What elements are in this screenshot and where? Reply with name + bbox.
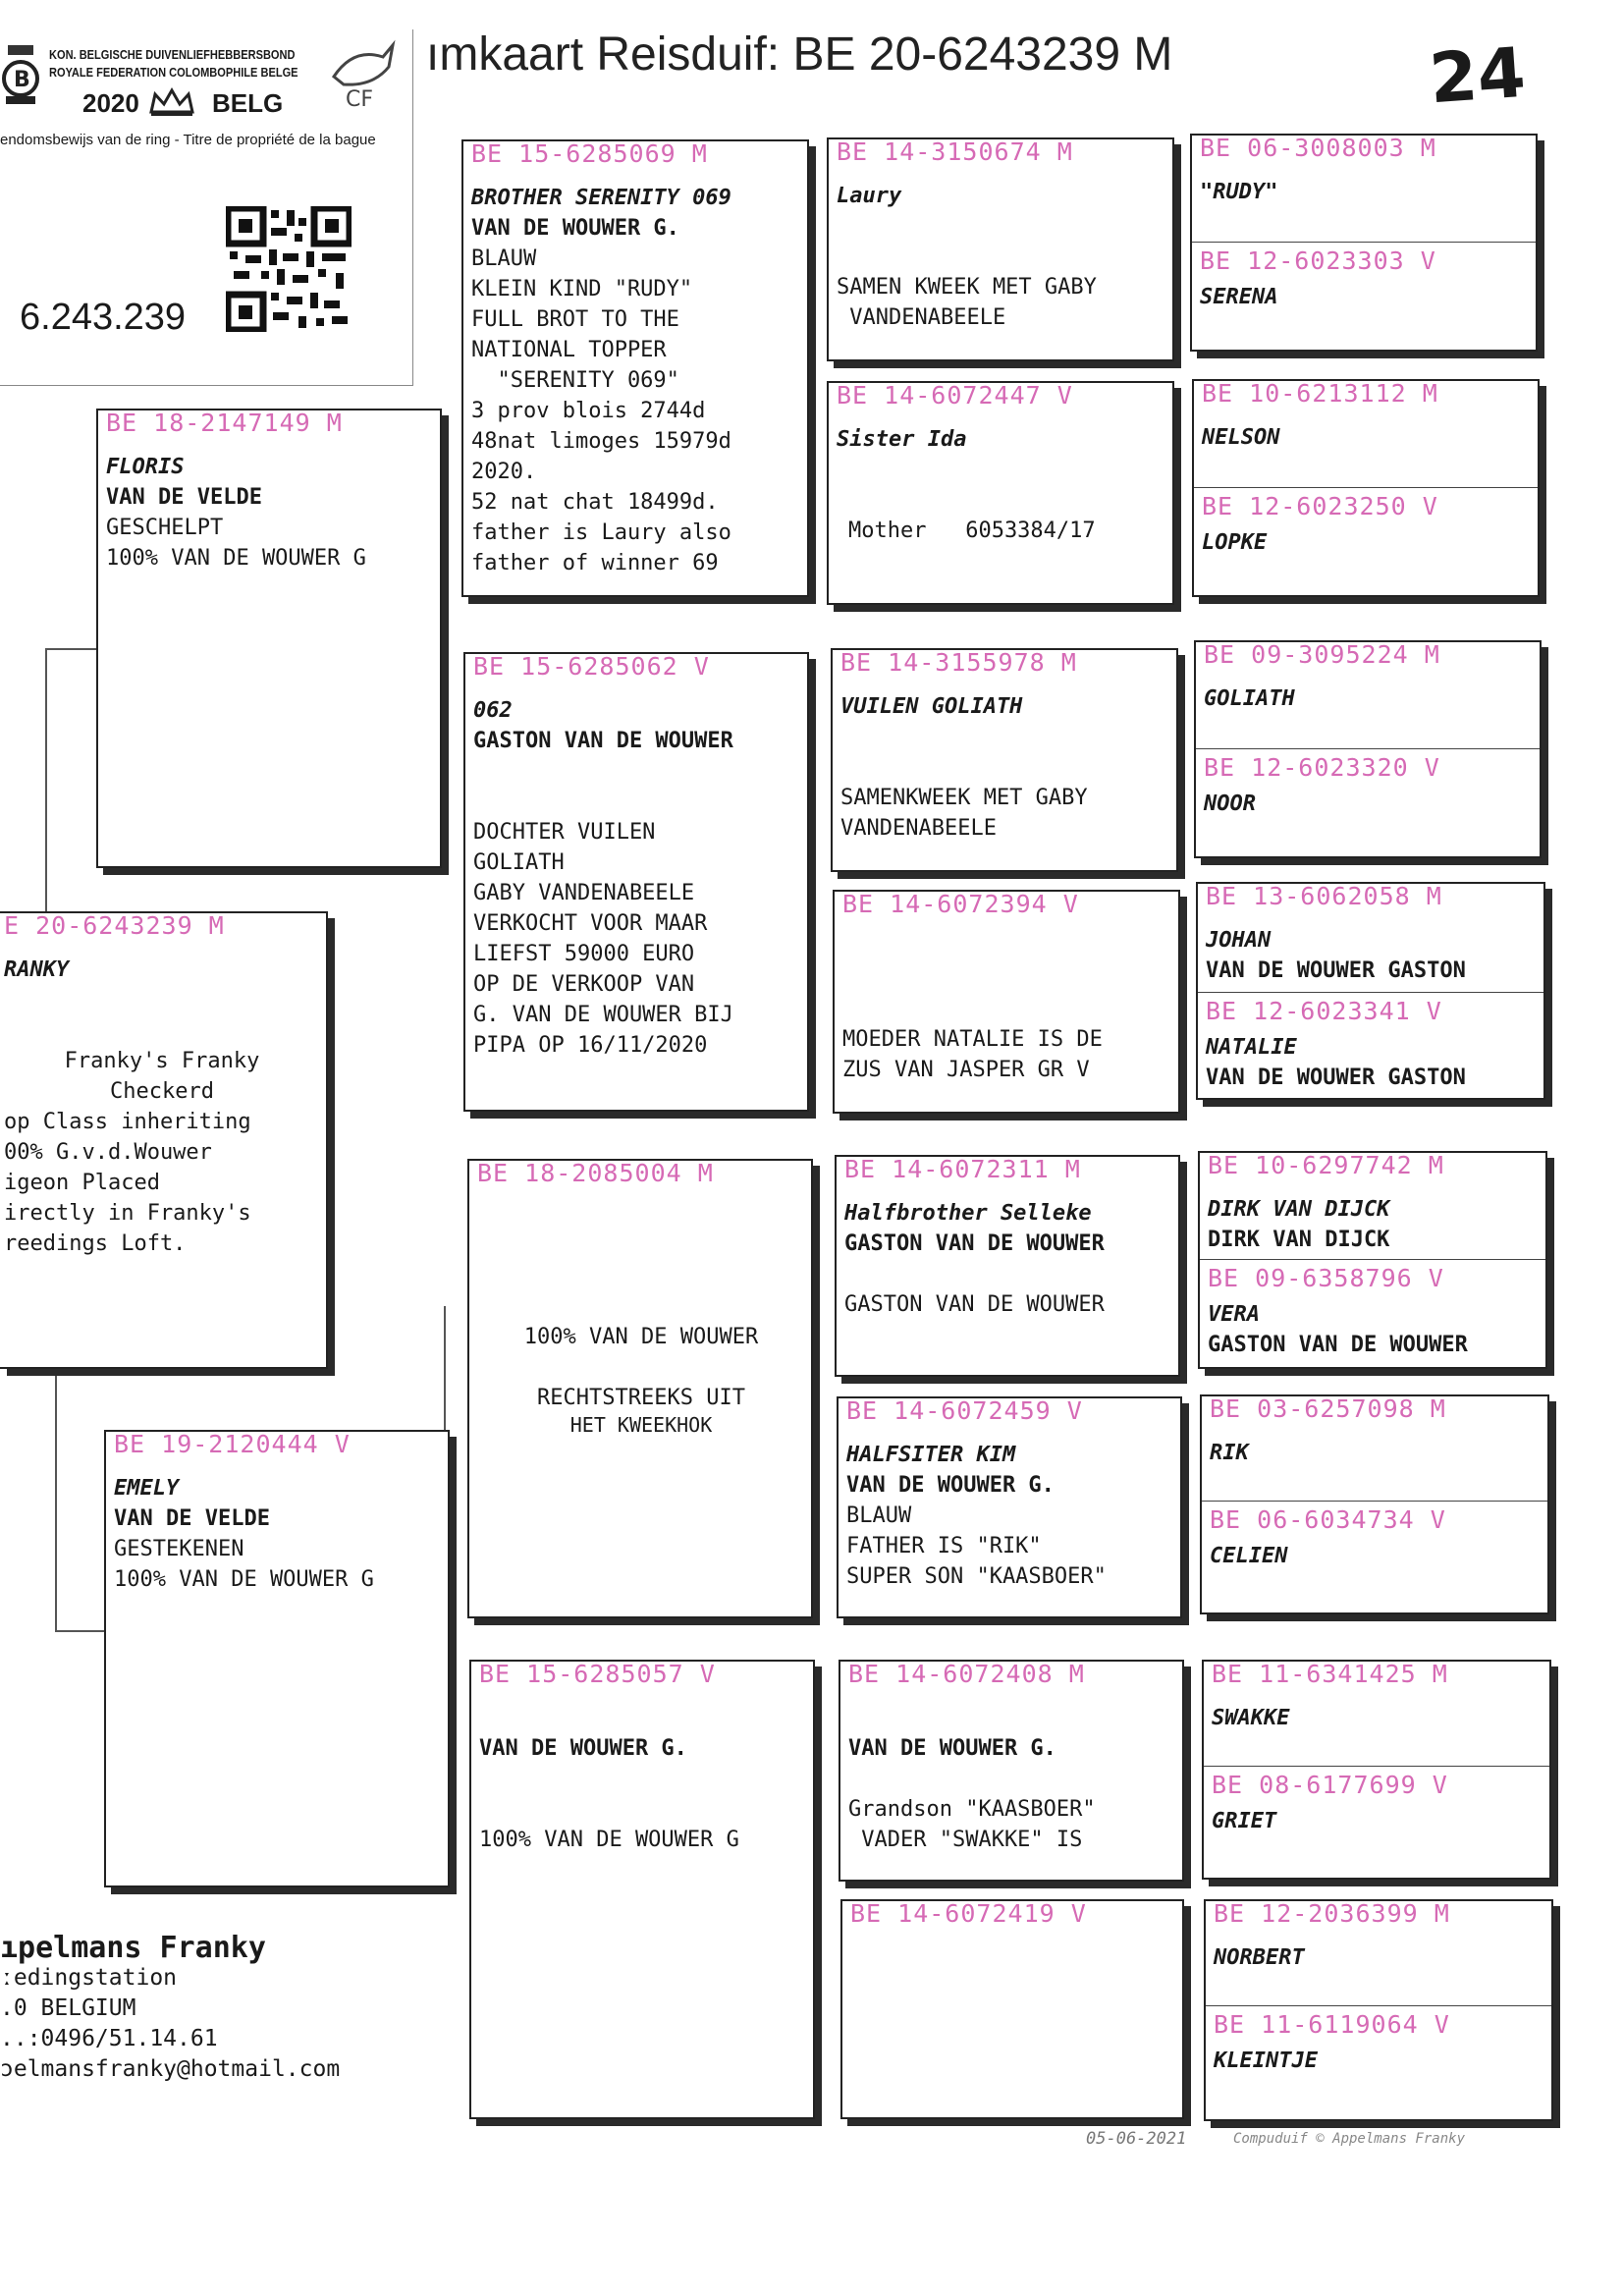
info-line: VAN DE VELDE [106, 485, 262, 510]
ring-number: BE 14-6072408 M [848, 1660, 1085, 1688]
footer-date: 05-06-2021 [1086, 2129, 1187, 2149]
pigeon-name: NELSON [1202, 425, 1280, 450]
page-title: ımkaart Reisduif: BE 20-6243239 M [426, 28, 1173, 81]
pigeon-details: BROTHER SERENITY 069 VAN DE WOUWER G. BLAUW KLEIN KIND "RUDY" FULL BROT TO THE NATIONAL TOPPER "SERENITY 069" 3 prov blois 2744d 48nat limoges 15979d 2020. 52 nat chat 18499d. father is Laury also father of winner 69 [471, 183, 801, 578]
pigeon-details: MOEDER NATALIE IS DE ZUS VAN JASPER GR V [842, 1027, 1103, 1082]
ring-number: BE 15-6285057 V [479, 1660, 716, 1688]
ring-number: BE 15-6285069 M [471, 139, 708, 168]
owner-country: .0 BELGIUM [0, 1995, 136, 2021]
info-line: reedings Loft. [4, 1231, 187, 1256]
federation-name-nl: KON. BELGISCHE DUIVENLIEFHEBBERSBOND [49, 47, 296, 62]
pigeon-name: NATALIE [1206, 1035, 1297, 1060]
ring-number: BE 12-6023250 V [1202, 492, 1438, 520]
pigeon-card-gen4-pair [1190, 134, 1538, 352]
ring-number: BE 03-6257098 M [1210, 1394, 1446, 1423]
svg-text:B: B [14, 68, 30, 92]
pigeon-details: Laury SAMEN KWEEK MET GABY VANDENABEELE [837, 181, 1166, 333]
connector-line [444, 530, 446, 658]
info-line: 100% VAN DE WOUWER G [106, 546, 366, 571]
ring-number: BE 10-6213112 M [1202, 379, 1438, 408]
ring-number: BE 14-6072311 M [844, 1155, 1081, 1183]
info-line: 100% VAN DE WOUWER G [114, 1567, 374, 1592]
pigeon-card-gen3 [840, 1899, 1184, 2119]
pigeon-name: Halfbrother Selleke [844, 1201, 1092, 1226]
ring-number: BE 08-6177699 V [1212, 1771, 1448, 1799]
pigeon-card-gen3 [835, 1155, 1180, 1377]
handwritten-number: 24 [1427, 31, 1529, 120]
pigeon-name: "RUDY" [1200, 180, 1278, 204]
pigeon-name: VERA [1208, 1302, 1260, 1327]
ring-number: BE 06-6034734 V [1210, 1505, 1446, 1534]
pigeon-card-gen2 [469, 1660, 815, 2119]
pigeon-card-father [96, 409, 442, 868]
info-line: GESTEKENEN [114, 1537, 244, 1561]
pigeon-emblem-icon [324, 37, 403, 116]
pigeon-details [114, 1473, 442, 1595]
pigeon-card-gen4-pair [1200, 1394, 1549, 1614]
federation-name-fr: ROYALE FEDERATION COLOMBOPHILE BELGE [49, 65, 298, 80]
owner-line: ːedingstation [0, 1965, 178, 1991]
pigeon-name: SERENA [1200, 285, 1278, 309]
ring-number: BE 12-2036399 M [1214, 1899, 1450, 1928]
pigeon-details: Sister Ida Mother 6053384/17 [837, 424, 1166, 546]
owner-email: ɔelmansfranky@hotmail.com [0, 2056, 341, 2082]
pigeon-card-gen2 [463, 652, 809, 1112]
pigeon-card-gen2 [467, 1159, 813, 1618]
info-line: VAN DE VELDE [114, 1506, 270, 1531]
connector-line [55, 1630, 104, 1632]
ring-number: BE 14-6072459 V [846, 1396, 1083, 1425]
pigeon-card-gen3 [839, 1660, 1184, 1882]
pigeon-name: DIRK VAN DIJCK [1208, 1197, 1390, 1222]
pigeon-card-gen2 [461, 139, 809, 597]
owner-info [0, 1933, 340, 2085]
pigeon-name: FLORIS [106, 455, 185, 479]
info-line: Franky's Franky [64, 1049, 260, 1073]
connector-line [55, 1375, 57, 1630]
crown-icon [147, 86, 196, 118]
ring-number: BE 06-3008003 M [1200, 134, 1436, 162]
stamp-country: BELG [212, 88, 284, 118]
pigeon-name: EMELY [114, 1476, 180, 1501]
pigeon-card-gen4-pair: BE 10-6297742 M DIRK VAN DIJCK DIRK VAN DIJCK BE 09-6358796 V VERA GASTON VAN DE WOUWER [1198, 1151, 1547, 1369]
pigeon-name: GRIET [1212, 1809, 1277, 1833]
qr-code-icon [226, 206, 352, 332]
pigeon-card-gen4-pair [1202, 1660, 1551, 1880]
ring-number: BE 12-6023341 V [1206, 997, 1442, 1025]
ring-number: BE 12-6023320 V [1204, 753, 1440, 782]
ring-number: BE 11-6119064 V [1214, 2010, 1450, 2039]
pigeon-name: VUILEN GOLIATH [840, 694, 1023, 719]
ownership-line: endomsbewijs van de ring - Titre de propriété de la bague [0, 132, 376, 148]
info-line: Checkerd [110, 1079, 214, 1104]
pigeon-details: 100% VAN DE WOUWER RECHTSTREEKS UIT HET KWEEKHOK [523, 1325, 759, 1437]
pigeon-card-subject [0, 911, 328, 1369]
ring-number: BE 13-6062058 M [1206, 882, 1442, 910]
ring-number: BE 10-6297742 M [1208, 1151, 1444, 1179]
pigeon-details [106, 452, 434, 574]
pigeon-card-gen3 [831, 648, 1178, 872]
ring-number: BE 14-6072394 V [842, 890, 1079, 918]
pigeon-name: Laury [837, 184, 902, 208]
ring-number: BE 14-6072447 V [837, 381, 1073, 410]
pigeon-name: NOOR [1204, 792, 1256, 816]
ring-number: BE 15-6285062 V [473, 652, 710, 681]
pigeon-card-gen3 [827, 381, 1174, 605]
pigeon-name: HALFSITER KIM [846, 1443, 1016, 1467]
ring-number: BE 12-6023303 V [1200, 246, 1436, 275]
ring-number: BE 18-2085004 M [477, 1159, 714, 1187]
pigeon-name: RANKY [4, 957, 70, 982]
pigeon-name: CELIEN [1210, 1544, 1288, 1568]
pigeon-name: KLEINTJE [1214, 2049, 1318, 2073]
pigeon-details [4, 955, 320, 1259]
pigeon-card-gen3 [833, 890, 1180, 1114]
ring-number: BE 14-3150674 M [837, 137, 1073, 166]
pigeon-name: 062 [473, 698, 513, 723]
federation-stamp [0, 29, 413, 386]
pigeon-card-gen3 [827, 137, 1174, 361]
pigeon-name: SWAKKE [1212, 1706, 1290, 1730]
pigeon-card-mother [104, 1430, 450, 1887]
pigeon-name: JOHAN [1206, 928, 1272, 953]
federation-logo-icon [2, 41, 41, 112]
pigeon-card-gen4-pair: BE 13-6062058 M JOHAN VAN DE WOUWER GASTON BE 12-6023341 V NATALIE VAN DE WOUWER GASTON [1196, 882, 1545, 1100]
pigeon-name: NORBERT [1214, 1945, 1305, 1970]
pigeon-name: GOLIATH [1204, 686, 1295, 711]
info-line: op Class inheriting [4, 1110, 251, 1134]
ring-number: BE 14-6072419 V [850, 1899, 1087, 1928]
owner-phone: ..:0496/51.14.61 [0, 2026, 218, 2051]
pigeon-name: Sister Ida [837, 427, 967, 452]
ring-number: BE 18-2147149 M [106, 409, 343, 437]
pigeon-details: VAN DE WOUWER G. 100% VAN DE WOUWER G [479, 1703, 807, 1855]
info-line: irectly in Franky's [4, 1201, 251, 1226]
connector-line [45, 648, 96, 650]
pigeon-name: VAN DE WOUWER G. [848, 1736, 1056, 1761]
svg-text:CF: CF [346, 87, 374, 112]
pigeon-name: LOPKE [1202, 530, 1268, 555]
pigeon-details: VUILEN GOLIATH SAMENKWEEK MET GABY VANDENABEELE [840, 691, 1170, 844]
pigeon-details: VAN DE WOUWER G. Grandson "KAASBOER" VADER "SWAKKE" IS [848, 1703, 1176, 1855]
pigeon-name: VAN DE WOUWER G. [479, 1736, 687, 1761]
info-line: GESCHELPT [106, 516, 224, 540]
footer-credit: Compuduif © Appelmans Franky [1233, 2131, 1466, 2147]
ring-number: BE 19-2120444 V [114, 1430, 351, 1458]
pigeon-card-gen4-pair [1194, 640, 1542, 858]
info-line: igeon Placed [4, 1171, 160, 1195]
pigeon-name: BROTHER SERENITY 069 [471, 186, 731, 210]
ring-number-display: 6.243.239 [20, 297, 187, 338]
pigeon-card-gen4-pair [1204, 1899, 1553, 2121]
ring-number: BE 14-3155978 M [840, 648, 1077, 677]
owner-name: ıpelmans Franky [0, 1931, 266, 1965]
ring-number: BE 09-3095224 M [1204, 640, 1440, 669]
pigeon-details: Halfbrother Selleke GASTON VAN DE WOUWER GASTON VAN DE WOUWER [844, 1198, 1172, 1320]
ring-number: BE 09-6358796 V [1208, 1264, 1444, 1292]
ring-number: E 20-6243239 M [4, 911, 225, 940]
pigeon-card-gen3 [837, 1396, 1182, 1618]
pigeon-name: RIK [1210, 1441, 1249, 1465]
info-line: 00% G.v.d.Wouwer [4, 1140, 212, 1165]
connector-line [45, 648, 47, 911]
pigeon-card-gen4-pair [1192, 379, 1540, 597]
stamp-year: 2020 [82, 88, 139, 118]
pigeon-details: HALFSITER KIM VAN DE WOUWER G. BLAUW FATHER IS "RIK" SUPER SON "KAASBOER" [846, 1440, 1174, 1592]
ring-number: BE 11-6341425 M [1212, 1660, 1448, 1688]
pigeon-details: 062 GASTON VAN DE WOUWER DOCHTER VUILEN GOLIATH GABY VANDENABEELE VERKOCHT VOOR MAAR LIEFST 59000 EURO OP DE VERKOOP VAN G. VAN DE WOUWER BIJ PIPA OP 16/11/2020 [473, 695, 801, 1061]
